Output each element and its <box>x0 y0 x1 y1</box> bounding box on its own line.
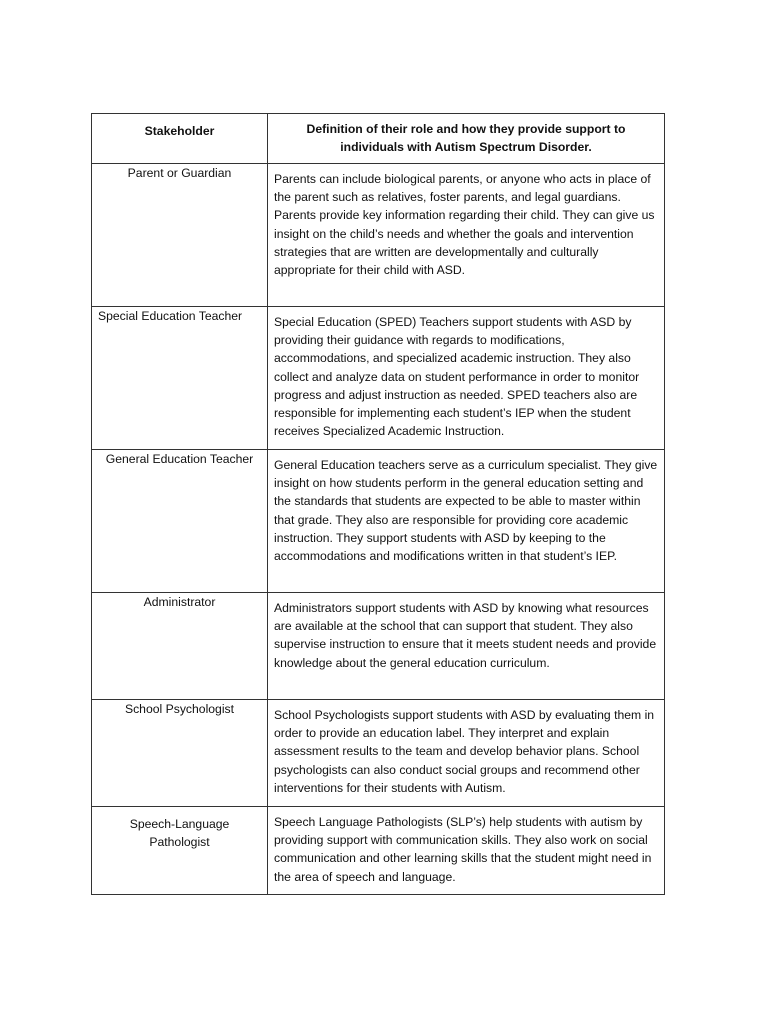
table-header-row <box>92 114 665 164</box>
table-row <box>92 700 665 807</box>
header-definition: Definition of their role and how they provide support to individuals with Autism Spectrum Disorder. <box>268 114 665 164</box>
stakeholder-cell: Administrator <box>92 593 268 700</box>
definition-cell: General Education teachers serve as a curriculum specialist. They give insight on how students perform in the general education setting and the standards that students are expected to be able to master within that grade. They also are responsible for providing core academic instruction. They support students with ASD by keeping to the accommodations and modifications written in that student’s IEP. <box>268 450 665 593</box>
definition-cell: School Psychologists support students with ASD by evaluating them in order to provide an education label. They interpret and explain assessment results to the team and develop behavior plans. School psychologists can also conduct social groups and recommend other interventions for their students with Autism. <box>268 700 665 807</box>
stakeholder-table <box>91 113 665 895</box>
stakeholder-cell: School Psychologist <box>92 700 268 807</box>
definition-cell: Special Education (SPED) Teachers support students with ASD by providing their guidance with regards to modifications, accommodations, and specialized academic instruction. They also collect and analyze data on student performance in order to monitor progress and adjust instruction as needed. SPED teachers also are responsible for implementing each student’s IEP when the student receives Specialized Academic Instruction. <box>268 307 665 450</box>
table-row <box>92 593 665 700</box>
stakeholder-cell: Parent or Guardian <box>92 164 268 307</box>
table-row <box>92 450 665 593</box>
definition-cell: Parents can include biological parents, or anyone who acts in place of the parent such as relatives, foster parents, and legal guardians. Parents provide key information regarding their child. They can give us insight on the child’s needs and whether the goals and intervention strategies that are written are developmentally and culturally appropriate for their child with ASD. <box>268 164 665 307</box>
stakeholder-cell: Speech-Language Pathologist <box>92 807 268 895</box>
definition-cell: Speech Language Pathologists (SLP’s) help students with autism by providing support with communication skills. They also work on social communication and other learning skills that the student might need in the area of speech and language. <box>268 807 665 895</box>
stakeholder-cell: Special Education Teacher <box>92 307 268 450</box>
definition-cell: Administrators support students with ASD by knowing what resources are available at the school that can support that student. They also supervise instruction to ensure that it meets student needs and provide knowledge about the general education curriculum. <box>268 593 665 700</box>
table-row <box>92 807 665 895</box>
header-stakeholder: Stakeholder <box>92 114 268 164</box>
table-row <box>92 164 665 307</box>
stakeholder-cell: General Education Teacher <box>92 450 268 593</box>
table-row <box>92 307 665 450</box>
